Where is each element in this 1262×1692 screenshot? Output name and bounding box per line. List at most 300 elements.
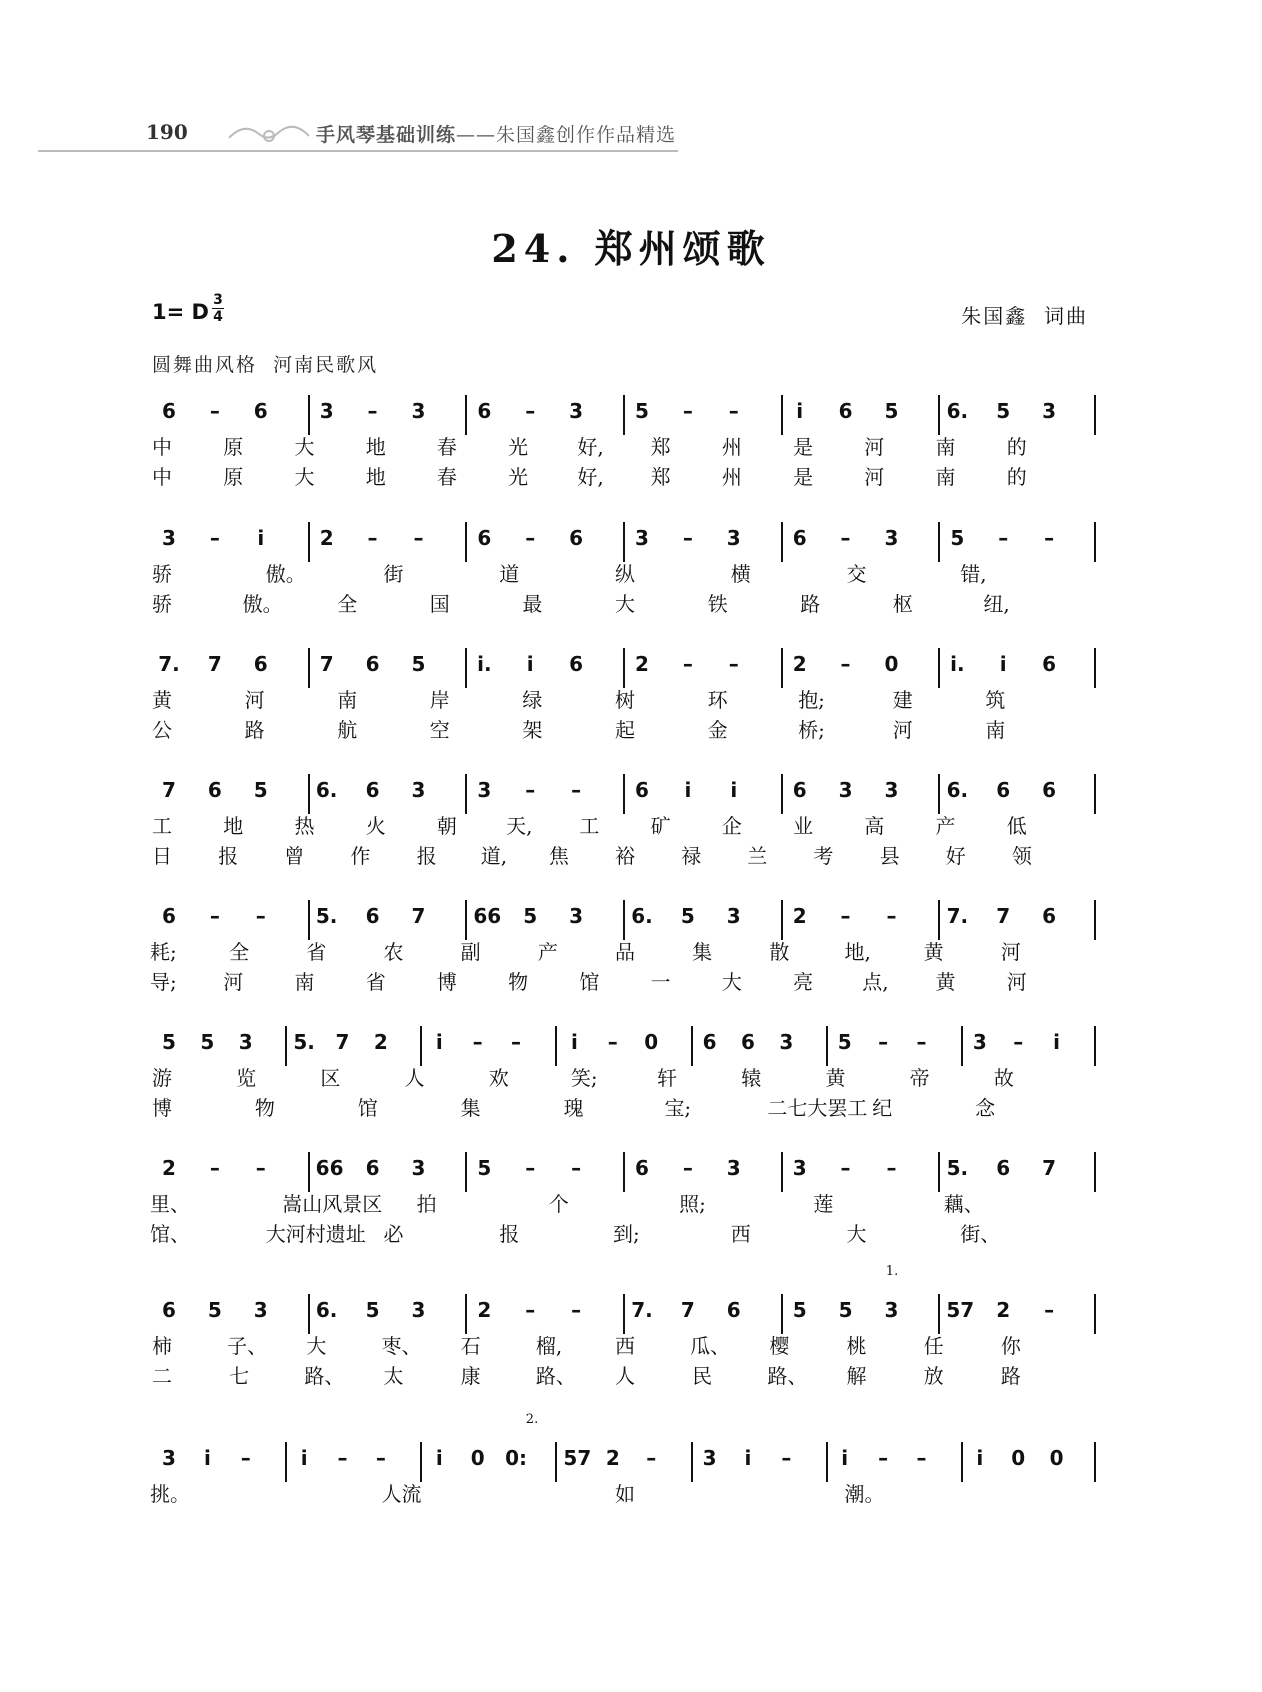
- note: 6: [792, 778, 807, 802]
- lyric: 产: [935, 814, 956, 838]
- score-system: [150, 774, 1096, 894]
- note: 7.: [158, 652, 180, 676]
- lyric: 西: [730, 1222, 751, 1246]
- barline: [781, 900, 783, 940]
- note: –: [525, 399, 536, 423]
- lyric: 瑰: [563, 1096, 584, 1120]
- lyric: 南: [935, 435, 956, 459]
- note: i: [203, 1446, 211, 1470]
- lyric: 岸: [429, 688, 450, 712]
- note: –: [886, 904, 897, 928]
- barline: [555, 1026, 557, 1066]
- note: i: [1053, 1030, 1061, 1054]
- note: 3: [726, 1156, 741, 1180]
- lyric: 品: [615, 940, 635, 964]
- note: 6.: [946, 399, 969, 423]
- note: 5: [792, 1298, 807, 1322]
- lyric: 纵: [615, 562, 635, 586]
- note: –: [682, 652, 693, 676]
- lyric: 大: [294, 435, 315, 459]
- lyric: 禄: [681, 844, 702, 868]
- note: 2: [792, 652, 807, 676]
- note: 3: [884, 1298, 899, 1322]
- lyric: 大: [306, 1334, 327, 1358]
- barline: [938, 395, 940, 435]
- lyric: 最: [522, 592, 543, 616]
- lyric: 道: [499, 562, 520, 586]
- lyric: 焦: [548, 844, 569, 868]
- note: 6.: [315, 1298, 338, 1322]
- score-system: [150, 900, 1096, 1020]
- lyric: 大: [615, 592, 635, 616]
- lyric: 黄: [923, 940, 944, 964]
- lyric: 放: [923, 1364, 944, 1388]
- lyric: 大: [294, 465, 315, 489]
- note: –: [472, 1030, 483, 1054]
- lyric: 个: [548, 1192, 569, 1216]
- note: 3: [779, 1030, 794, 1054]
- lyric: 拍: [416, 1192, 437, 1216]
- note: –: [571, 1298, 582, 1322]
- barline: [1094, 1152, 1096, 1192]
- lyric: 工: [579, 814, 600, 838]
- lyric: 二: [152, 1364, 172, 1388]
- lyric: 农: [383, 940, 404, 964]
- note: 6: [838, 399, 853, 423]
- volta-bracket: 1.: [885, 1264, 899, 1279]
- lyric: 河: [892, 718, 913, 742]
- barline: [1094, 774, 1096, 814]
- note: 6: [1042, 778, 1057, 802]
- note: 3: [726, 526, 741, 550]
- note: 6: [569, 526, 584, 550]
- note: 7.: [946, 904, 969, 928]
- barline: [285, 1442, 287, 1482]
- note: 7: [1042, 1156, 1057, 1180]
- lyric: 河: [223, 970, 244, 994]
- note: 6: [792, 526, 807, 550]
- note: 6: [635, 778, 649, 802]
- note: 3: [477, 778, 492, 802]
- lyric: 报: [416, 844, 437, 868]
- lyric: 路、: [304, 1364, 345, 1388]
- lyric: 好,: [577, 435, 604, 459]
- lyric: 好,: [577, 465, 604, 489]
- lyric: 黄: [825, 1066, 846, 1090]
- note: 5: [477, 1156, 492, 1180]
- note: 5.: [293, 1030, 315, 1054]
- lyric: 柿: [152, 1334, 172, 1358]
- lyric: 骄: [152, 562, 172, 586]
- book-title: 手风琴基础训练——朱国鑫创作作品精选: [316, 124, 677, 146]
- time-signature: 3 4: [213, 292, 223, 325]
- note: 6: [365, 652, 380, 676]
- note: –: [916, 1446, 927, 1470]
- lyric: 散: [769, 940, 790, 964]
- lyric: 火: [365, 814, 386, 838]
- lyric: 航: [337, 718, 358, 742]
- lyric: 子、: [227, 1334, 268, 1358]
- lyric: 耗;: [150, 940, 177, 964]
- note: 6: [162, 399, 176, 423]
- barline: [938, 1294, 940, 1334]
- lyric: 欢: [488, 1066, 509, 1090]
- lyric: 任: [923, 1334, 944, 1358]
- lyric: 莲: [813, 1192, 834, 1216]
- barline: [623, 522, 625, 562]
- note: –: [367, 399, 378, 423]
- lyric: 路: [244, 718, 265, 742]
- lyric: 南: [337, 688, 358, 712]
- lyric: 潮。: [844, 1482, 885, 1506]
- lyric: 光: [508, 435, 529, 459]
- note: 3: [162, 526, 176, 550]
- lyric: 地: [365, 435, 386, 459]
- lyric: 二七大罢工: [767, 1096, 868, 1120]
- note: 2: [792, 904, 807, 928]
- lyric: 地: [223, 814, 244, 838]
- note: 6: [996, 778, 1011, 802]
- note: i: [435, 1446, 443, 1470]
- barline: [781, 1294, 783, 1334]
- note: i: [796, 399, 804, 423]
- lyric: 地,: [844, 940, 871, 964]
- lyric: 春: [436, 435, 457, 459]
- lyric: 省: [306, 940, 327, 964]
- lyric: 路: [1000, 1364, 1021, 1388]
- note: 3: [238, 1030, 253, 1054]
- lyric: 南: [294, 970, 315, 994]
- lyric: 曾: [284, 844, 305, 868]
- note: 5.: [946, 1156, 969, 1180]
- lyric: 康: [460, 1364, 481, 1388]
- lyric: 博: [152, 1096, 172, 1120]
- lyric: 郑: [650, 435, 671, 459]
- note: i.: [950, 652, 965, 676]
- lyric: 兰: [747, 844, 768, 868]
- barline: [308, 395, 310, 435]
- note: 3: [569, 399, 584, 423]
- barline: [420, 1026, 422, 1066]
- running-header: [38, 118, 678, 154]
- note: 6: [477, 399, 492, 423]
- barline: [465, 1294, 467, 1334]
- lyric: 报: [499, 1222, 520, 1246]
- note: 5: [950, 526, 965, 550]
- lyric: 你: [1000, 1334, 1021, 1358]
- note: –: [525, 1156, 536, 1180]
- lyric: 建: [892, 688, 913, 712]
- note: –: [607, 1030, 618, 1054]
- lyric: 筑: [985, 688, 1006, 712]
- note: –: [511, 1030, 522, 1054]
- barline: [623, 648, 625, 688]
- note: 6: [477, 526, 492, 550]
- score-system: [150, 395, 1096, 515]
- lyric: 游: [152, 1066, 172, 1090]
- note: 5: [207, 1298, 222, 1322]
- lyric: 河: [864, 465, 885, 489]
- lyric: 枢: [892, 592, 913, 616]
- note: –: [255, 1156, 266, 1180]
- ribbon-ornament-icon: [224, 118, 314, 148]
- note: 7: [162, 778, 176, 802]
- note: 6: [365, 778, 380, 802]
- lyric: 交: [846, 562, 867, 586]
- note: 6.: [946, 778, 969, 802]
- note: 66: [473, 904, 502, 928]
- barline: [555, 1442, 557, 1482]
- lyric: 笑;: [570, 1066, 598, 1090]
- lyric: 产: [537, 940, 558, 964]
- note: 2: [605, 1446, 620, 1470]
- lyric: 朝: [436, 814, 457, 838]
- barline: [623, 900, 625, 940]
- note: 3: [726, 904, 741, 928]
- note: –: [682, 526, 693, 550]
- lyric: 藕、: [943, 1192, 984, 1216]
- lyric: 起: [615, 718, 635, 742]
- lyric: 河: [1000, 940, 1021, 964]
- note: –: [337, 1446, 348, 1470]
- note: i: [999, 652, 1007, 676]
- note: 7.: [631, 1298, 653, 1322]
- note: 6: [162, 1298, 176, 1322]
- lyric: 到;: [613, 1222, 640, 1246]
- lyric: 桃: [846, 1334, 867, 1358]
- lyric: 辕: [741, 1066, 762, 1090]
- lyric: 国: [429, 592, 450, 616]
- lyric: 集: [460, 1096, 481, 1120]
- lyric: 黄: [935, 970, 956, 994]
- lyric: 人: [404, 1066, 425, 1090]
- barline: [420, 1442, 422, 1482]
- lyric: 樱: [769, 1334, 790, 1358]
- note: 6: [207, 778, 222, 802]
- lyric: 地: [365, 465, 386, 489]
- note: i: [435, 1030, 443, 1054]
- lyric: 报: [218, 844, 239, 868]
- lyric: 州: [721, 435, 742, 459]
- lyric: 铁: [707, 592, 728, 616]
- note: i.: [477, 652, 492, 676]
- note: 6: [740, 1030, 755, 1054]
- lyric: 馆: [357, 1096, 378, 1120]
- barline: [1094, 1026, 1096, 1066]
- note: 5: [635, 399, 649, 423]
- note: –: [840, 904, 851, 928]
- lyric: 集: [692, 940, 713, 964]
- note: 0: [884, 652, 899, 676]
- barline: [308, 774, 310, 814]
- barline: [308, 522, 310, 562]
- lyric: 的: [1006, 465, 1027, 489]
- lyric: 是: [793, 435, 814, 459]
- note: –: [525, 1298, 536, 1322]
- score-system: [150, 522, 1096, 642]
- note: 6: [1042, 652, 1057, 676]
- lyric: 是: [793, 465, 814, 489]
- volta-bracket: 2.: [525, 1412, 539, 1427]
- note: 57: [563, 1446, 592, 1470]
- barline: [308, 648, 310, 688]
- lyric: 错,: [960, 562, 987, 586]
- lyric: 业: [793, 814, 814, 838]
- note: 6: [726, 1298, 741, 1322]
- lyric: 西: [615, 1334, 635, 1358]
- note: 6: [162, 904, 176, 928]
- note: 2: [477, 1298, 492, 1322]
- note: 6: [702, 1030, 717, 1054]
- note: –: [571, 1156, 582, 1180]
- lyric: 七: [229, 1364, 250, 1388]
- note: i: [684, 778, 692, 802]
- note: 6.: [315, 778, 338, 802]
- note: –: [1044, 526, 1055, 550]
- lyric: 宝;: [664, 1096, 692, 1120]
- score-system: [150, 648, 1096, 768]
- note: 3: [411, 778, 426, 802]
- barline: [1094, 395, 1096, 435]
- barline: [1094, 522, 1096, 562]
- note: –: [646, 1446, 657, 1470]
- barline: [1094, 1442, 1096, 1482]
- note: 7: [411, 904, 426, 928]
- note: –: [916, 1030, 927, 1054]
- lyric: 物: [254, 1096, 275, 1120]
- note: 3: [411, 1298, 426, 1322]
- lyric: 热: [294, 814, 315, 838]
- barline: [938, 1152, 940, 1192]
- note: 0: [644, 1030, 659, 1054]
- lyric: 考: [813, 844, 834, 868]
- lyric: 环: [707, 688, 728, 712]
- note: –: [682, 399, 693, 423]
- lyric: 太: [383, 1364, 404, 1388]
- note: –: [840, 652, 851, 676]
- lyric: 榴,: [535, 1334, 563, 1358]
- barline: [285, 1026, 287, 1066]
- note: 3: [253, 1298, 268, 1322]
- song-title: 24. 郑州颂歌: [491, 226, 771, 271]
- note: 6: [365, 904, 380, 928]
- barline: [623, 395, 625, 435]
- lyric: 物: [508, 970, 529, 994]
- lyric: 好: [945, 844, 966, 868]
- note: 5: [162, 1030, 176, 1054]
- lyric: 架: [522, 718, 543, 742]
- note: –: [998, 526, 1009, 550]
- barline: [465, 900, 467, 940]
- lyric: 路: [800, 592, 821, 616]
- barline: [623, 774, 625, 814]
- note: 7: [996, 904, 1011, 928]
- barline: [961, 1026, 963, 1066]
- lyric: 河: [244, 688, 265, 712]
- lyric: 原: [223, 465, 244, 489]
- note: 5: [253, 778, 268, 802]
- lyric: 馆: [579, 970, 600, 994]
- barline: [465, 522, 467, 562]
- lyric: 矿: [650, 814, 671, 838]
- barline: [1094, 1294, 1096, 1334]
- note: 3: [411, 1156, 426, 1180]
- barline: [781, 395, 783, 435]
- barline: [465, 774, 467, 814]
- note: –: [367, 526, 378, 550]
- lyric: 公: [152, 718, 172, 742]
- lyric: 州: [721, 465, 742, 489]
- note: 7: [335, 1030, 350, 1054]
- barline: [465, 648, 467, 688]
- barline: [938, 774, 940, 814]
- lyric: 故: [993, 1066, 1014, 1090]
- lyric: 览: [236, 1066, 257, 1090]
- lyric: 点,: [862, 970, 889, 994]
- lyric: 高: [864, 814, 885, 838]
- note: 2: [373, 1030, 388, 1054]
- note: 2: [162, 1156, 176, 1180]
- barline: [826, 1442, 828, 1482]
- lyric: 天,: [506, 814, 533, 838]
- note: –: [1044, 1298, 1055, 1322]
- lyric: 道,: [480, 844, 508, 868]
- lyric: 傲。: [242, 592, 283, 616]
- note: 6: [635, 1156, 649, 1180]
- note: 5: [200, 1030, 215, 1054]
- note: 3: [162, 1446, 176, 1470]
- note: 3: [411, 399, 426, 423]
- note: –: [525, 526, 536, 550]
- note: 0: [470, 1446, 485, 1470]
- lyric: 路、: [535, 1364, 576, 1388]
- note: 2: [996, 1298, 1011, 1322]
- note: –: [878, 1030, 889, 1054]
- lyric: 傲。: [265, 562, 306, 586]
- barline: [691, 1026, 693, 1066]
- note: –: [878, 1446, 889, 1470]
- lyric: 中: [152, 465, 172, 489]
- lyric: 街、: [960, 1222, 1001, 1246]
- lyric: 树: [615, 688, 635, 712]
- note: i: [570, 1030, 578, 1054]
- lyric: 大: [721, 970, 742, 994]
- lyric: 里、: [150, 1192, 190, 1216]
- lyric: 省: [365, 970, 386, 994]
- note: –: [840, 1156, 851, 1180]
- note: 3: [838, 778, 853, 802]
- note: i: [744, 1446, 752, 1470]
- lyric: 一: [650, 970, 671, 994]
- note: 2: [635, 652, 649, 676]
- lyric: 全: [229, 940, 250, 964]
- note: –: [240, 1446, 251, 1470]
- lyric: 抱;: [798, 688, 825, 712]
- note: 0: [1011, 1446, 1026, 1470]
- lyric: 石: [460, 1334, 481, 1358]
- note: –: [682, 1156, 693, 1180]
- note: 5: [680, 904, 695, 928]
- lyric: 原: [223, 435, 244, 459]
- lyric: 嵩山风景区: [282, 1192, 383, 1216]
- lyric: 如: [615, 1482, 635, 1506]
- lyric: 桥;: [798, 718, 825, 742]
- lyric: 春: [436, 465, 457, 489]
- lyric: 领: [1011, 844, 1032, 868]
- lyric: 河: [1006, 970, 1027, 994]
- note: 5: [523, 904, 538, 928]
- note: 3: [702, 1446, 717, 1470]
